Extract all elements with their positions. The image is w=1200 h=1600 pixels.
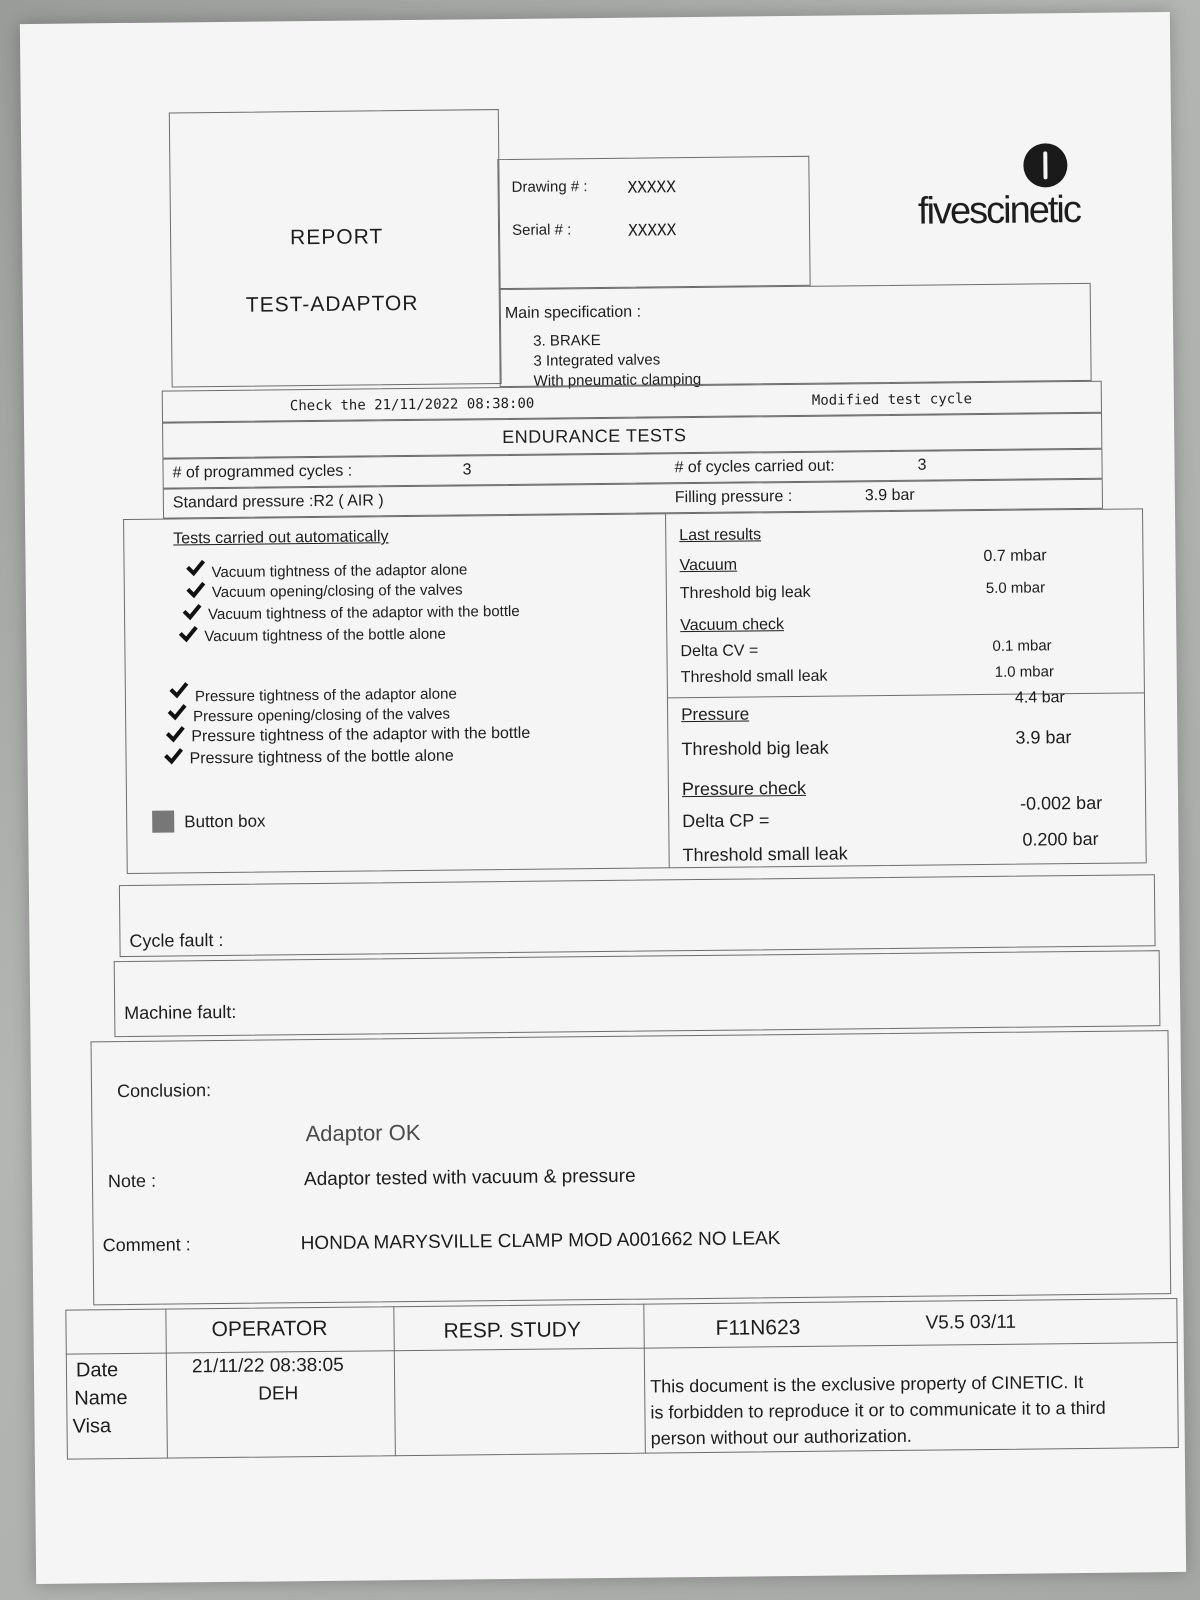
document-version: V5.5 03/11 bbox=[925, 1311, 1017, 1334]
pressure-value: 4.4 bar bbox=[1014, 689, 1065, 707]
operator-header: OPERATOR bbox=[211, 1316, 328, 1342]
delta-cp-value: -0.002 bar bbox=[1019, 792, 1103, 814]
check-vac-1-icon bbox=[185, 558, 205, 578]
endurance-title: ENDURANCE TESTS bbox=[502, 425, 687, 448]
check-pr-2-icon bbox=[167, 702, 187, 722]
comment-value: HONDA MARYSVILLE CLAMP MOD A001662 NO LEAK bbox=[300, 1228, 781, 1255]
drawing-label: Drawing # : bbox=[511, 178, 588, 196]
filling-pressure-value: 3.9 bar bbox=[864, 486, 915, 505]
threshold-small-leak-pr-value: 0.200 bar bbox=[1022, 828, 1099, 850]
button-box-label: Button box bbox=[184, 811, 266, 832]
operator-name: DEH bbox=[258, 1383, 299, 1405]
conclusion-value: Adaptor OK bbox=[305, 1119, 421, 1147]
threshold-big-leak-vac-value: 5.0 mbar bbox=[985, 579, 1046, 597]
standard-pressure: Standard pressure :R2 ( AIR ) bbox=[172, 492, 384, 512]
main-spec-label: Main specification : bbox=[504, 303, 642, 323]
name-label: Name bbox=[74, 1387, 128, 1410]
pressure-test-2: Pressure opening/closing of the valves bbox=[193, 705, 451, 726]
vacuum-test-1: Vacuum tightness of the adaptor alone bbox=[211, 561, 468, 582]
report-paper bbox=[20, 12, 1186, 1584]
report-title: REPORT bbox=[289, 225, 384, 250]
cycles-carried-value: 3 bbox=[917, 456, 927, 474]
vacuum-check-label: Vacuum check bbox=[680, 616, 785, 635]
conclusion-label: Conclusion: bbox=[116, 1080, 212, 1102]
check-vac-2-icon bbox=[186, 580, 206, 600]
pressure-label: Pressure bbox=[681, 704, 750, 725]
date-label: Date bbox=[75, 1359, 119, 1382]
threshold-small-leak-vac-value: 1.0 mbar bbox=[994, 663, 1054, 681]
spec-line-1: 3. BRAKE bbox=[533, 331, 601, 350]
threshold-small-leak-pr-label: Threshold small leak bbox=[682, 843, 848, 866]
disclaimer-line-1: This document is the exclusive property of CINETIC. It bbox=[650, 1372, 1084, 1397]
tests-heading: Tests carried out automatically bbox=[173, 528, 389, 548]
comment-label: Comment : bbox=[102, 1234, 191, 1256]
check-vac-3-icon bbox=[182, 602, 202, 622]
serial-label: Serial # : bbox=[511, 221, 572, 239]
spec-line-2: 3 Integrated valves bbox=[533, 351, 661, 370]
note-value: Adaptor tested with vacuum & pressure bbox=[303, 1165, 636, 1191]
disclaimer-line-3: person without our authorization. bbox=[650, 1425, 912, 1449]
programmed-cycles-value: 3 bbox=[462, 461, 472, 479]
delta-cp-label: Delta CP = bbox=[682, 810, 770, 832]
operator-date: 21/11/22 08:38:05 bbox=[191, 1354, 344, 1378]
company-logo bbox=[899, 143, 1080, 255]
pressure-check-label: Pressure check bbox=[681, 777, 807, 800]
vacuum-test-2: Vacuum opening/closing of the valves bbox=[211, 581, 463, 602]
threshold-big-leak-pr-value: 3.9 bar bbox=[1015, 727, 1072, 748]
report-sheet bbox=[39, 102, 1164, 1514]
visa-label: Visa bbox=[72, 1415, 112, 1438]
logo-text: fivescinetic bbox=[917, 188, 1081, 233]
resp-study-header: RESP. STUDY bbox=[443, 1318, 582, 1343]
vacuum-value: 0.7 mbar bbox=[983, 547, 1047, 566]
logo-mark-icon bbox=[1023, 143, 1067, 187]
check-vac-4-icon bbox=[178, 624, 198, 644]
disclaimer-line-2: is forbidden to reproduce it or to communicate it to a third bbox=[650, 1397, 1106, 1423]
delta-cv-label: Delta CV = bbox=[680, 642, 759, 661]
modified-test-cycle: Modified test cycle bbox=[811, 391, 973, 409]
cycle-fault-label: Cycle fault : bbox=[129, 929, 224, 951]
threshold-small-leak-vac-label: Threshold small leak bbox=[680, 667, 828, 687]
adaptor-title: TEST-ADAPTOR bbox=[245, 291, 419, 317]
results-heading: Last results bbox=[679, 526, 762, 545]
filling-pressure-label: Filling pressure : bbox=[674, 488, 793, 507]
cycles-carried-label: # of cycles carried out: bbox=[674, 457, 835, 477]
button-box-square-icon bbox=[152, 810, 174, 832]
programmed-cycles-label: # of programmed cycles : bbox=[172, 462, 353, 482]
threshold-big-leak-vac-label: Threshold big leak bbox=[679, 583, 811, 603]
check-pr-3-icon bbox=[165, 724, 185, 744]
document-code: F11N623 bbox=[715, 1315, 801, 1340]
check-pr-1-icon bbox=[169, 680, 189, 700]
machine-fault-label: Machine fault: bbox=[124, 1001, 237, 1024]
vacuum-test-4: Vacuum tightness of the bottle alone bbox=[204, 625, 446, 646]
pressure-test-3: Pressure tightness of the adaptor with the bottle bbox=[191, 724, 531, 746]
vacuum-test-3: Vacuum tightness of the adaptor with the bottle bbox=[207, 602, 520, 624]
spec-line-3: With pneumatic clamping bbox=[533, 370, 702, 390]
pressure-test-1: Pressure tightness of the adaptor alone bbox=[194, 685, 457, 706]
note-label: Note : bbox=[107, 1170, 157, 1192]
check-pr-4-icon bbox=[163, 746, 183, 766]
serial-value: XXXXX bbox=[627, 220, 677, 240]
machine-fault-box bbox=[114, 950, 1161, 1037]
cycle-fault-box bbox=[119, 874, 1156, 957]
vacuum-label: Vacuum bbox=[679, 556, 738, 575]
pressure-test-4: Pressure tightness of the bottle alone bbox=[189, 747, 454, 768]
threshold-big-leak-pr-label: Threshold big leak bbox=[681, 737, 829, 760]
check-text: Check the 21/11/2022 08:38:00 bbox=[289, 395, 535, 415]
drawing-value: XXXXX bbox=[627, 177, 676, 197]
delta-cv-value: 0.1 mbar bbox=[992, 637, 1052, 655]
